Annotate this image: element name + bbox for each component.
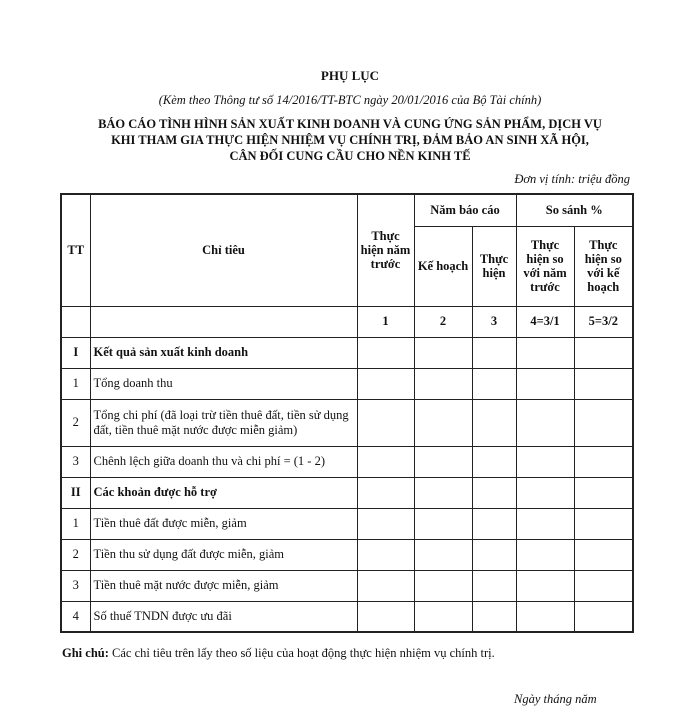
row-tt: II	[61, 477, 90, 508]
header-chi-tieu: Chỉ tiêu	[90, 194, 357, 306]
row-tt: 2	[61, 539, 90, 570]
column-number-cell: 4=3/1	[516, 306, 574, 337]
header-tt: TT	[61, 194, 90, 306]
report-title-line: KHI THAM GIA THỰC HIỆN NHIỆM VỤ CHÍNH TRỊ, ĐẢM BẢO AN SINH XÃ HỘI,	[111, 133, 589, 147]
note-label: Ghi chú:	[62, 646, 109, 660]
column-number-row	[61, 306, 633, 337]
report-title	[0, 116, 700, 164]
table-row	[61, 368, 633, 399]
attachment-reference: (Kèm theo Thông tư số 14/2016/TT-BTC ngày 20/01/2016 của Bộ Tài chính)	[158, 93, 542, 107]
table-row	[61, 399, 633, 446]
row-label: Tiền thuê mặt nước được miễn, giảm	[90, 570, 357, 601]
row-tt: 4	[61, 601, 90, 632]
header-thuc-hien-nam-truoc: Thực hiện năm trước	[357, 194, 414, 306]
column-number-cell: 5=3/2	[574, 306, 633, 337]
column-number-cell	[61, 306, 90, 337]
report-table	[60, 193, 634, 633]
report-title-line: BÁO CÁO TÌNH HÌNH SẢN XUẤT KINH DOANH VÀ CUNG ỨNG SẢN PHẨM, DỊCH VỤ	[98, 117, 602, 131]
table-row	[61, 508, 633, 539]
header-so-sanh: So sánh %	[516, 194, 633, 226]
note-text: Các chỉ tiêu trên lấy theo số liệu của hoạt động thực hiện nhiệm vụ chính trị.	[108, 646, 495, 660]
table-row	[61, 539, 633, 570]
header-so-voi-ke-hoach: Thực hiện so với kế hoạch	[574, 226, 633, 306]
header-thuc-hien: Thực hiện	[472, 226, 516, 306]
row-label: Tổng chi phí (đã loại trừ tiền thuê đất, tiền sử dụng đất, tiền thuê mặt nước được miễn giảm)	[90, 399, 357, 446]
row-label: Chênh lệch giữa doanh thu và chi phí = (1 - 2)	[90, 446, 357, 477]
row-label: Kết quả sản xuất kinh doanh	[90, 337, 357, 368]
row-tt: 1	[61, 368, 90, 399]
row-label: Số thuế TNDN được ưu đãi	[90, 601, 357, 632]
table-row	[61, 570, 633, 601]
row-tt: 3	[61, 570, 90, 601]
row-tt: 3	[61, 446, 90, 477]
row-label: Tiền thu sử dụng đất được miễn, giảm	[90, 539, 357, 570]
column-number-cell: 2	[414, 306, 472, 337]
row-tt: 1	[61, 508, 90, 539]
report-title-line: CÂN ĐỐI CUNG CẦU CHO NỀN KINH TẾ	[229, 149, 471, 163]
row-label: Các khoản được hỗ trợ	[90, 477, 357, 508]
table-row	[61, 601, 633, 632]
signature-date-line: Ngày tháng năm	[514, 692, 597, 706]
row-tt: I	[61, 337, 90, 368]
row-label: Tổng doanh thu	[90, 368, 357, 399]
table-row	[61, 446, 633, 477]
header-ke-hoach: Kế hoạch	[414, 226, 472, 306]
column-number-cell	[90, 306, 357, 337]
note	[62, 646, 495, 661]
column-number-cell: 1	[357, 306, 414, 337]
column-number-cell: 3	[472, 306, 516, 337]
unit-label: Đơn vị tính: triệu đồng	[514, 172, 630, 186]
row-label: Tiền thuê đất được miễn, giảm	[90, 508, 357, 539]
header-nam-bao-cao: Năm báo cáo	[414, 194, 516, 226]
table-row	[61, 337, 633, 368]
table-row	[61, 477, 633, 508]
row-tt: 2	[61, 399, 90, 446]
appendix-title: PHỤ LỤC	[320, 68, 380, 83]
header-so-voi-nam-truoc: Thực hiện so với năm trước	[516, 226, 574, 306]
